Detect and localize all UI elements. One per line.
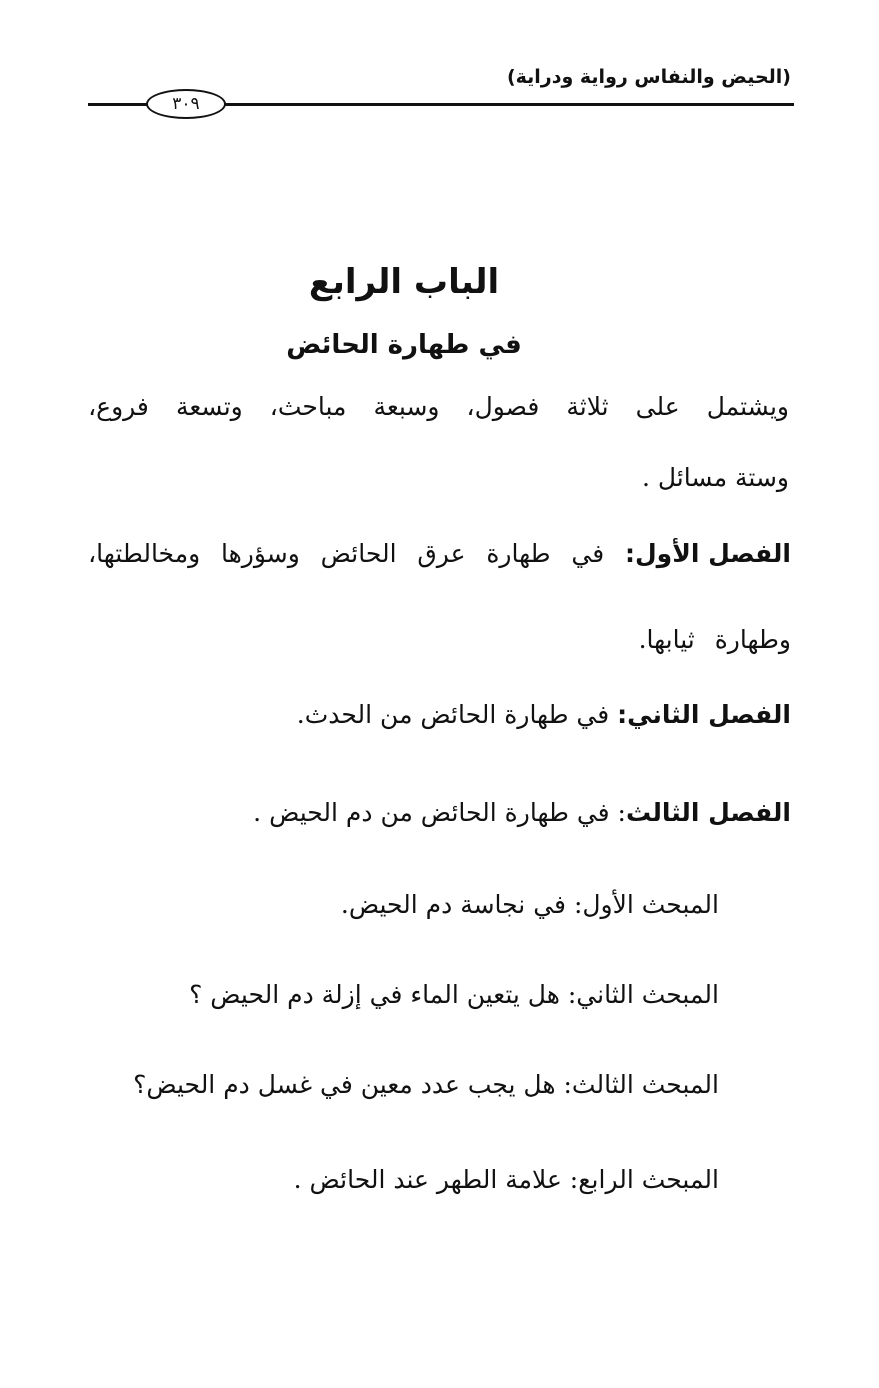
section-2-label: الفصل الثاني: bbox=[617, 700, 791, 729]
section-1-word: ومخالطتها، bbox=[88, 539, 201, 568]
intro-word: مباحث، bbox=[269, 392, 347, 421]
section-1-line-1 bbox=[88, 539, 791, 569]
subsection-3: المبحث الثالث: هل يجب عدد معين في غسل دم الحيض؟ bbox=[133, 1070, 719, 1099]
intro-word: ثلاثة bbox=[566, 392, 609, 421]
section-2 bbox=[297, 700, 791, 730]
intro-word: فصول، bbox=[466, 392, 540, 421]
intro-line-1 bbox=[88, 392, 789, 422]
page-number: ٣٠٩ bbox=[172, 93, 200, 114]
section-1-word: في bbox=[571, 539, 605, 568]
section-2-text: في طهارة الحائض من الحدث. bbox=[296, 700, 618, 729]
subsection-1: المبحث الأول: في نجاسة دم الحيض. bbox=[340, 890, 719, 919]
running-title: (الحيض والنفاس رواية ودراية) bbox=[506, 66, 791, 88]
intro-line-2: وستة مسائل . bbox=[641, 463, 789, 492]
intro-word: فروع، bbox=[88, 392, 149, 421]
subsection-2: المبحث الثاني: هل يتعين الماء في إزلة دم الحيض ؟ bbox=[189, 980, 719, 1009]
intro-word: ويشتمل bbox=[706, 392, 789, 421]
section-3-label: الفصل الثالث bbox=[625, 798, 791, 827]
section-1-word: طهارة bbox=[486, 539, 551, 568]
section-1-word: عرق bbox=[417, 539, 466, 568]
chapter-subtitle: في طهارة الحائض bbox=[286, 330, 522, 360]
intro-word: وتسعة bbox=[175, 392, 243, 421]
section-1-line-2: وطهارة ثيابها. bbox=[638, 625, 791, 654]
section-1-word: وسؤرها bbox=[221, 539, 300, 568]
section-3 bbox=[253, 798, 791, 828]
chapter-title: الباب الرابع bbox=[308, 262, 500, 302]
subsection-4: المبحث الرابع: علامة الطهر عند الحائض . bbox=[293, 1165, 719, 1194]
page-number-oval bbox=[146, 89, 226, 119]
section-3-text: : في طهارة الحائض من دم الحيض . bbox=[253, 798, 626, 827]
section-1-word: الحائض bbox=[320, 539, 397, 568]
intro-word: على bbox=[635, 392, 680, 421]
intro-word: وسبعة bbox=[373, 392, 440, 421]
section-1-label: الفصل الأول: bbox=[624, 539, 791, 568]
